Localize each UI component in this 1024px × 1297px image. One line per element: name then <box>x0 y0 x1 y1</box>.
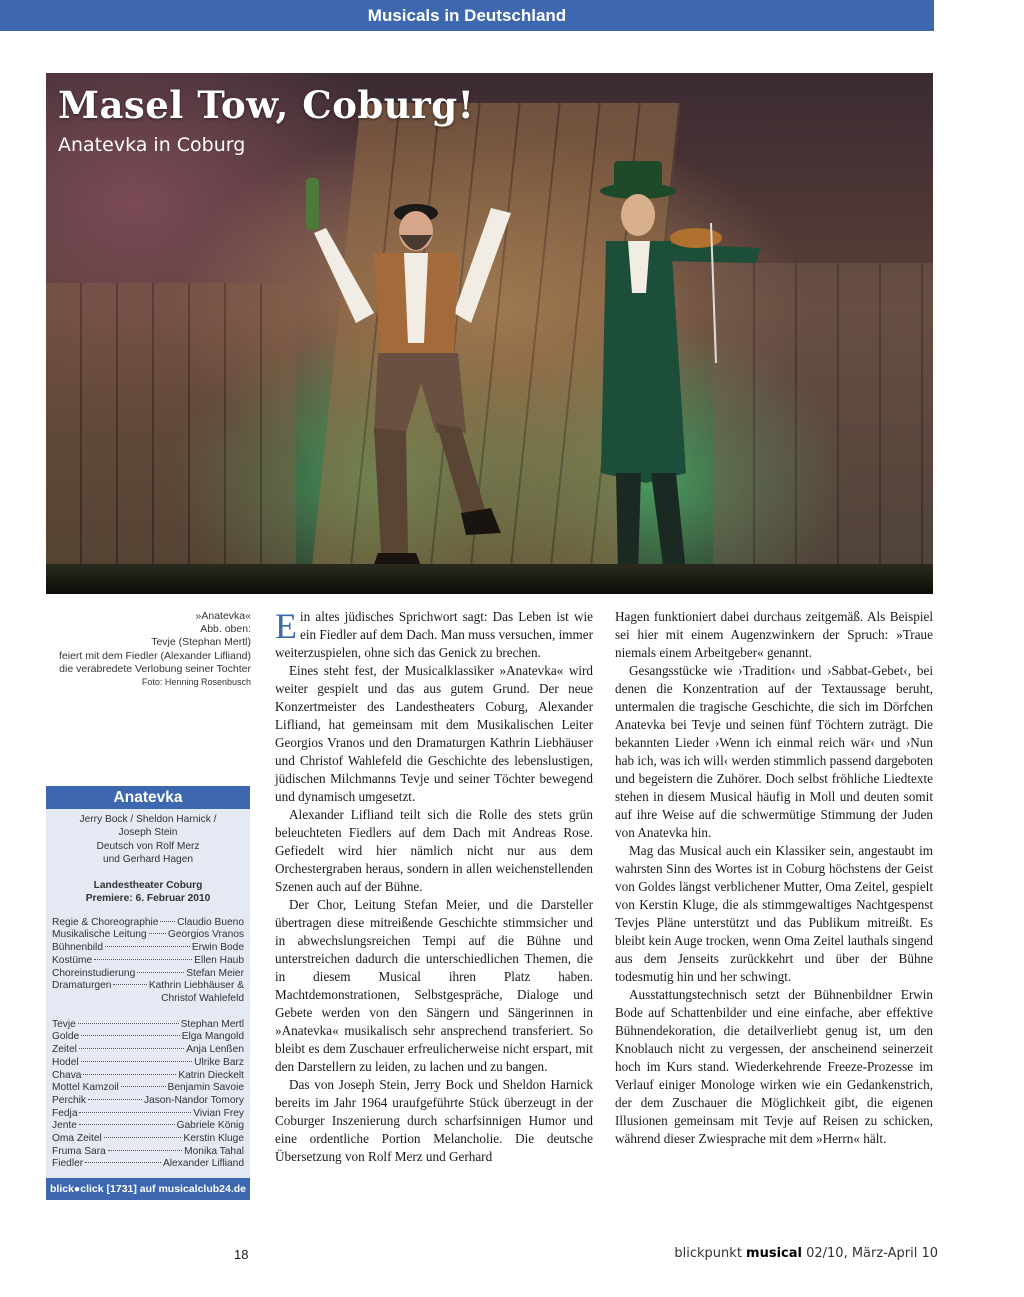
person: Claudio Bueno <box>177 916 244 928</box>
role: Fruma Sara <box>52 1145 106 1157</box>
cast-row <box>52 1044 244 1057</box>
cast-row <box>52 1070 244 1083</box>
article-paragraph: Mag das Musical auch ein Klassiker sein, angestaubt im wahrsten Sinn des Wortes ist in Coburg höchstens der Geist von Goldes längst verblichener Mutter, Oma Zeitel, gespielt von Kerstin Kluge, die als stimmgewaltiges Nachtgespenst Tevjes Pläne unterstützt und das Publikum mitreißt. Es bleibt kein Auge trocken, wenn Oma Zeitel lauthals singend aus dem Jenseits zurückkehrt und über der Bühne todesmutig hin und her schwingt. <box>615 843 933 984</box>
role: Dramaturgen <box>52 980 112 992</box>
info-box-title: Anatevka <box>46 786 250 809</box>
team-row-continued <box>52 993 244 1006</box>
cast-row <box>52 1082 244 1095</box>
article-paragraph: Das von Joseph Stein, Jerry Bock und Sheldon Harnick bereits im Jahr 1964 uraufgeführte Stück überzeugt in der Coburger Inszenierung durch scharfsinnigen Humor und eine ordentliche Portion Melancholie. Die deutsche Übersetzung von Rolf Merz und Gerhard <box>275 1077 593 1164</box>
role: Musikalische Leitung <box>52 929 147 941</box>
credit-line: und Gerhard Hagen <box>102 853 194 865</box>
magazine-issue: blickpunkt musical 02/10, März-April 10 <box>674 1246 938 1261</box>
credit-line: Deutsch von Rolf Merz <box>96 840 200 852</box>
caption-line: die verabredete Verlobung seiner Tochter <box>59 662 251 675</box>
cast-row <box>52 1158 244 1171</box>
person: Benjamin Savoie <box>167 1082 244 1094</box>
team-row <box>52 942 244 955</box>
person: Ulrike Barz <box>194 1056 244 1068</box>
person: Monika Tahal <box>184 1145 244 1157</box>
photo-credit: Foto: Henning Rosenbusch <box>141 677 251 688</box>
article-paragraph: Der Chor, Leitung Stefan Meier, und die Darsteller übertragen diese mitreißende Geschichte stimmsicher und in abwechslungsreichen Tempi auf die Bühne und unterstreichen dadurch die unterschiedlichen Themen, die in diesem Musical ihren Platz haben. Machtdemonstrationen, Selbstgespräche, Dialoge und Gebete werden von den Sängern und Sängerinnen in »Anatevka« musikalisch sehr ansprechend transferiert. So bleibt es dem Zuschauer erfreulicherweise nicht erspart, mit den Darstellern zu leiden, zu lachen und zu bangen. <box>275 897 593 1074</box>
hero-photo <box>46 73 933 594</box>
venue-name: Landestheater Coburg <box>93 880 203 892</box>
person: Christof Wahlefeld <box>161 993 244 1004</box>
page-subtitle: Anatevka in Coburg <box>58 134 246 156</box>
article-paragraph: Ausstattungstechnisch setzt der Bühnenbildner Erwin Bode auf Schattenbilder und eine einfache, aber effektive Bühnendekoration, die detailverliebt genug ist, um den Knoblauch nicht zu vergessen, der anscheinend seinerzeit hoch im Kurs stand. Wiederkehrende Freeze-Prozesse im Verlauf einiger Monologe wirken wie ein Gedankenstrich, der dem Zuschauer die Möglichkeit gibt, die eigenen Illusionen gemeinsam mit Tevje auf Reisen zu schicken, während dieser Zwiesprache mit dem »Herrn« hält. <box>615 987 933 1146</box>
creator-credits <box>46 813 250 866</box>
caption-line: feiert mit dem Fiedler (Alexander Lifliand) <box>59 649 251 662</box>
person: Elga Mangold <box>181 1031 244 1043</box>
backdrop-left <box>46 283 296 573</box>
role: Kostüme <box>52 954 93 966</box>
person: Georgios Vranos <box>167 929 244 941</box>
article-paragraph: Alexander Lifliand teilt sich die Rolle des stets grün beleuchteten Fiedlers auf dem Dach mit Andreas Rose. Gefiedelt wird hier nämlich nicht nur aus dem Orchestergraben heraus, sondern in allen weichenstellenden Szenen auch auf der Bühne. <box>275 807 593 894</box>
article-column-1 <box>275 608 593 1166</box>
team-list <box>46 917 250 1171</box>
role: Chava <box>52 1069 82 1081</box>
article-paragraph: Ein altes jüdisches Sprichwort sagt: Das Leben ist wie ein Fiedler auf dem Dach. Man muss versuchen, immer weiterzuspielen, ohne sich das Genick zu brechen. <box>275 606 593 660</box>
cast-row <box>52 1019 244 1032</box>
caption-line: Tevje (Stephan Mertl) <box>151 636 251 649</box>
drop-cap: E <box>275 606 297 646</box>
info-box <box>46 786 250 1200</box>
person: Alexander Lifliand <box>163 1158 244 1170</box>
team-row <box>52 929 244 942</box>
person: Kathrin Liebhäuser & <box>148 980 244 992</box>
team-row <box>52 968 244 981</box>
role: Jente <box>52 1120 77 1132</box>
role: Regie & Choreographie <box>52 916 159 928</box>
section-header: Musicals in Deutschland <box>0 0 934 31</box>
photo-caption <box>46 610 251 689</box>
person: Vivian Frey <box>193 1107 244 1119</box>
role: Bühnenbild <box>52 942 103 954</box>
role: Golde <box>52 1031 80 1043</box>
role: Fiedler <box>52 1158 84 1170</box>
stage-floor <box>46 564 933 594</box>
team-row <box>52 980 244 993</box>
cast-row <box>52 1146 244 1159</box>
person: Stefan Meier <box>186 967 244 979</box>
role: Fedja <box>52 1107 78 1119</box>
team-row <box>52 917 244 930</box>
article-paragraph: Gesangsstücke wie ›Tradition‹ und ›Sabbat-Gebet‹, bei denen die Konzentration auf der Textaussage beruht, untermalen die tragische Geschichte, die sich im Dörfchen Anatevka bei Tevje und seinen fünf Töchtern zuträgt. Die bekannten Lieder ›Wenn ich einmal reich wär‹ und ›Nun hab ich, was ich will‹ werden stimmlich passend dargeboten und begeistern die Zuhörer. Doch selbst fröhliche Liedtexte stehen in diesem Musical häufig in Moll und deuten somit auf ihre Weise auf die schwermütige Stimmung der Juden von Anatevka hin. <box>615 663 934 840</box>
article-paragraph: Eines steht fest, der Musicalklassiker »Anatevka« wird weiter gespielt und das aus gutem Grund. Der neue Konzertmeister des Landestheaters Coburg, Alexander Lifliand, hat gemeinsam mit dem Musikalischen Leiter Georgios Vranos und den Dramaturgen Kathrin Liebhäuser und Christof Wahlefeld die Geschichte des lebenslustigen, jüdischen Milchmanns Tevje und seiner Töchter bewegend und dynamisch umgesetzt. <box>275 663 593 804</box>
credit-line: Jerry Bock / Sheldon Harnick / <box>79 814 217 825</box>
person: Ellen Haub <box>194 954 244 966</box>
team-row <box>52 955 244 968</box>
venue-info <box>46 879 250 906</box>
role: Perchik <box>52 1094 86 1106</box>
person: Erwin Bode <box>191 942 244 954</box>
cast-row <box>52 1108 244 1121</box>
cast-row <box>52 1120 244 1133</box>
role: Oma Zeitel <box>52 1133 102 1145</box>
premiere-date: Premiere: 6. Februar 2010 <box>85 893 211 905</box>
article-paragraph: Hagen funktioniert dabei durchaus zeitgemäß. Als Beispiel sei hier mit einem Augenzwinkern der Spruch: »Traue niemals einem Arbeitgeber« genannt. <box>615 609 933 660</box>
cast-row <box>52 1095 244 1108</box>
page-number: 18 <box>234 1247 249 1262</box>
role: Hodel <box>52 1056 79 1068</box>
caption-line: Abb. oben: <box>200 623 251 636</box>
cast-row <box>52 1133 244 1146</box>
page-title: Masel Tow, Coburg! <box>58 83 475 127</box>
caption-line: »Anatevka« <box>195 610 251 622</box>
role: Choreinstudierung <box>52 967 136 979</box>
cast-row <box>52 1031 244 1044</box>
person: Kerstin Kluge <box>183 1133 244 1145</box>
tevje-figure <box>286 173 516 583</box>
person: Katrin Dieckelt <box>178 1069 244 1081</box>
role: Zeitel <box>52 1044 77 1056</box>
article-column-2 <box>615 608 933 1148</box>
role: Tevje <box>52 1018 76 1030</box>
person: Anja Lenßen <box>186 1044 244 1056</box>
person: Stephan Mertl <box>180 1018 244 1030</box>
fiddler-figure <box>546 153 786 583</box>
credit-line: Joseph Stein <box>118 827 178 839</box>
blickclick-link[interactable]: blick●click [1731] auf musicalclub24.de <box>46 1178 250 1200</box>
cast-row <box>52 1057 244 1070</box>
person: Jason-Nandor Tomory <box>143 1094 244 1106</box>
person: Gabriele König <box>176 1120 244 1132</box>
role: Mottel Kamzoil <box>52 1082 119 1094</box>
